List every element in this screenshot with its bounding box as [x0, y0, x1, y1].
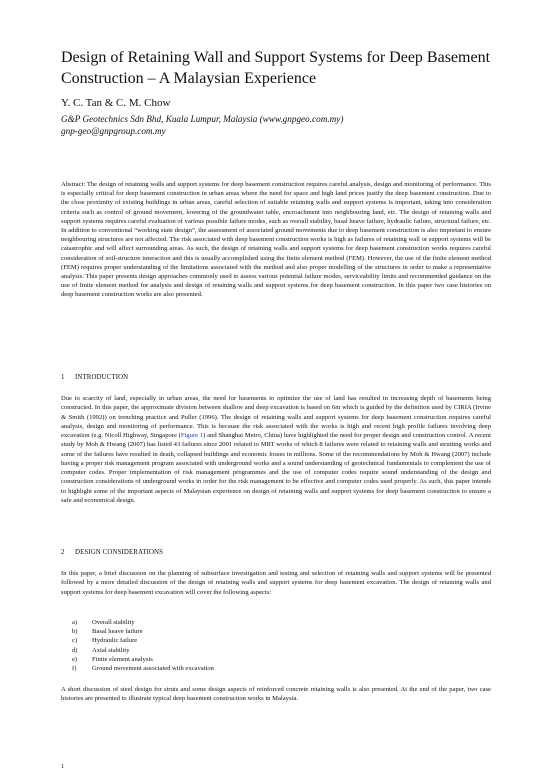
section-1-number: 1	[61, 374, 65, 381]
design-aspects-list	[61, 618, 214, 673]
affiliation: G&P Geotechnics Sdn Bhd, Kuala Lumpur, Malaysia (www.gnpgeo.com.my)	[61, 114, 344, 124]
page-number: 1	[61, 763, 65, 770]
section-2-title: DESIGN CONSIDERATIONS	[75, 549, 164, 556]
section-1-body	[61, 394, 491, 505]
section-1-title: INTRODUCTION	[75, 374, 129, 381]
list-item: e) Finite element analysis	[72, 655, 153, 663]
section-2-heading	[61, 549, 163, 556]
figure-1-link[interactable]: Figure 1	[180, 432, 204, 439]
section-1-heading	[61, 374, 128, 381]
author-email: gnp-geo@gnpgroup.com.my	[61, 126, 166, 136]
list-item: d) Axial stability	[72, 646, 130, 654]
authors: Y. C. Tan & C. M. Chow	[61, 97, 171, 109]
list-item: c) Hydraulic failure	[72, 637, 138, 645]
section-2-number: 2	[61, 549, 65, 556]
list-item: f) Ground movement associated with excavation	[72, 665, 214, 673]
section-1-text-before: Due to scarcity of land, especially in urban areas, the need for basements to optimize the use of land has resulted in increasing depth of basements being constructed. In this paper, the approximate division between shallow and deep excavation is based on 6m which is guided by the definition used by CIRIA (Irvine & Smith (1992)) on trenching practice and Puller (1996). The design of retaining walls and support systems for deep basement construction requires careful analysis, design and monitoring of performance. This is because the risk associated with the works is high and recent high profile failures involving deep excavation (e.g. Nicoll Highway, Singapore (	[61, 395, 491, 439]
section-2-intro: In this paper, a brief discussion on the planning of subsurface investigation and testing and selection of retaining walls and support systems will be presented followed by a more detailed discussion of the design of retaining walls and support systems for deep basement excavation. The design of retaining walls and support systems for deep basement excavation will cover the following aspects:	[61, 570, 491, 596]
abstract: Abstract: The design of retaining walls and support systems for deep basement construction requires careful analysis, design and monitoring of performance. This is especially critical for deep basement construction in urban areas where the need for space and high land prices justify the deep basement construction. Due to the close proximity of existing buildings in urban areas, careful selection of suitable retaining walls and support systems is important, taking into consideration criteria such as control of ground movement, lowering of the groundwater table, encroachment into neighbouring land, etc. The design of retaining walls and support systems requires careful evaluation of various possible failure modes, such as overall stability, basal heave failure, hydraulic failure, structural failure, etc. In addition to conventional “working state design”, the assessment of associated ground movements due to deep basement construction is also important to ensure neighbouring structures are not affected. The risk associated with deep basement construction works is high as failures of retaining wall or support systems will be catastrophic and will affect surrounding areas. As such, the design of retaining walls and support systems for deep basement construction works requires careful consideration of soil-structure interaction and this is usually accomplished using the finite element method (FEM). However, the use of the finite element method (FEM) requires proper understanding of the limitations associated with the method and also proper modelling of the structures in order to make a representative analysis. This paper presents design approaches commonly used to assess various potential failure modes, serviceability limits and recommended guidance on the use of finite element method for analysis and design of retaining walls and support systems for deep basement construction. In this paper two case histories on deep basement construction works are also presented.	[61, 181, 491, 299]
list-item: b) Basal heave failure	[72, 628, 143, 636]
paper-title: Design of Retaining Wall and Support Systems for Deep Basement Construction – A Malaysian Experience	[61, 49, 491, 87]
section-2-closing: A short discussion of steel design for struts and some design aspects of reinforced concrete retaining walls is also presented. At the end of the paper, two case histories are presented to illustrate typical deep basement construction works in Malaysia.	[61, 686, 491, 703]
list-item: a) Overall stability	[72, 619, 135, 626]
section-1-text-after: ) and Shanghai Metro, China) have highlighted the need for proper design and construction control. A recent study by Moh & Hwang (2007) has listed 43 failures since 2001 related to MRT works of which 8 failures were related to retaining walls and strutting works and some of the failures have resulted in death, collapsed buildings and economic losses in millions. Some of the recommendations by Moh & Hwang (2007) include having a proper risk management program associated with underground works and a sound understanding of geotechnical fundamentals to complement the use of computer codes. Proper implementation of risk management programmes and the use of computer codes require sound understanding of the design and construction considerations of underground works in order for the risk management to be effective and computer codes used properly. As such, this paper intends to highlight some of the important aspects of Malaysian experience on design of retaining walls and support systems for deep basement construction to ensure a safe and economical design.	[61, 432, 491, 504]
